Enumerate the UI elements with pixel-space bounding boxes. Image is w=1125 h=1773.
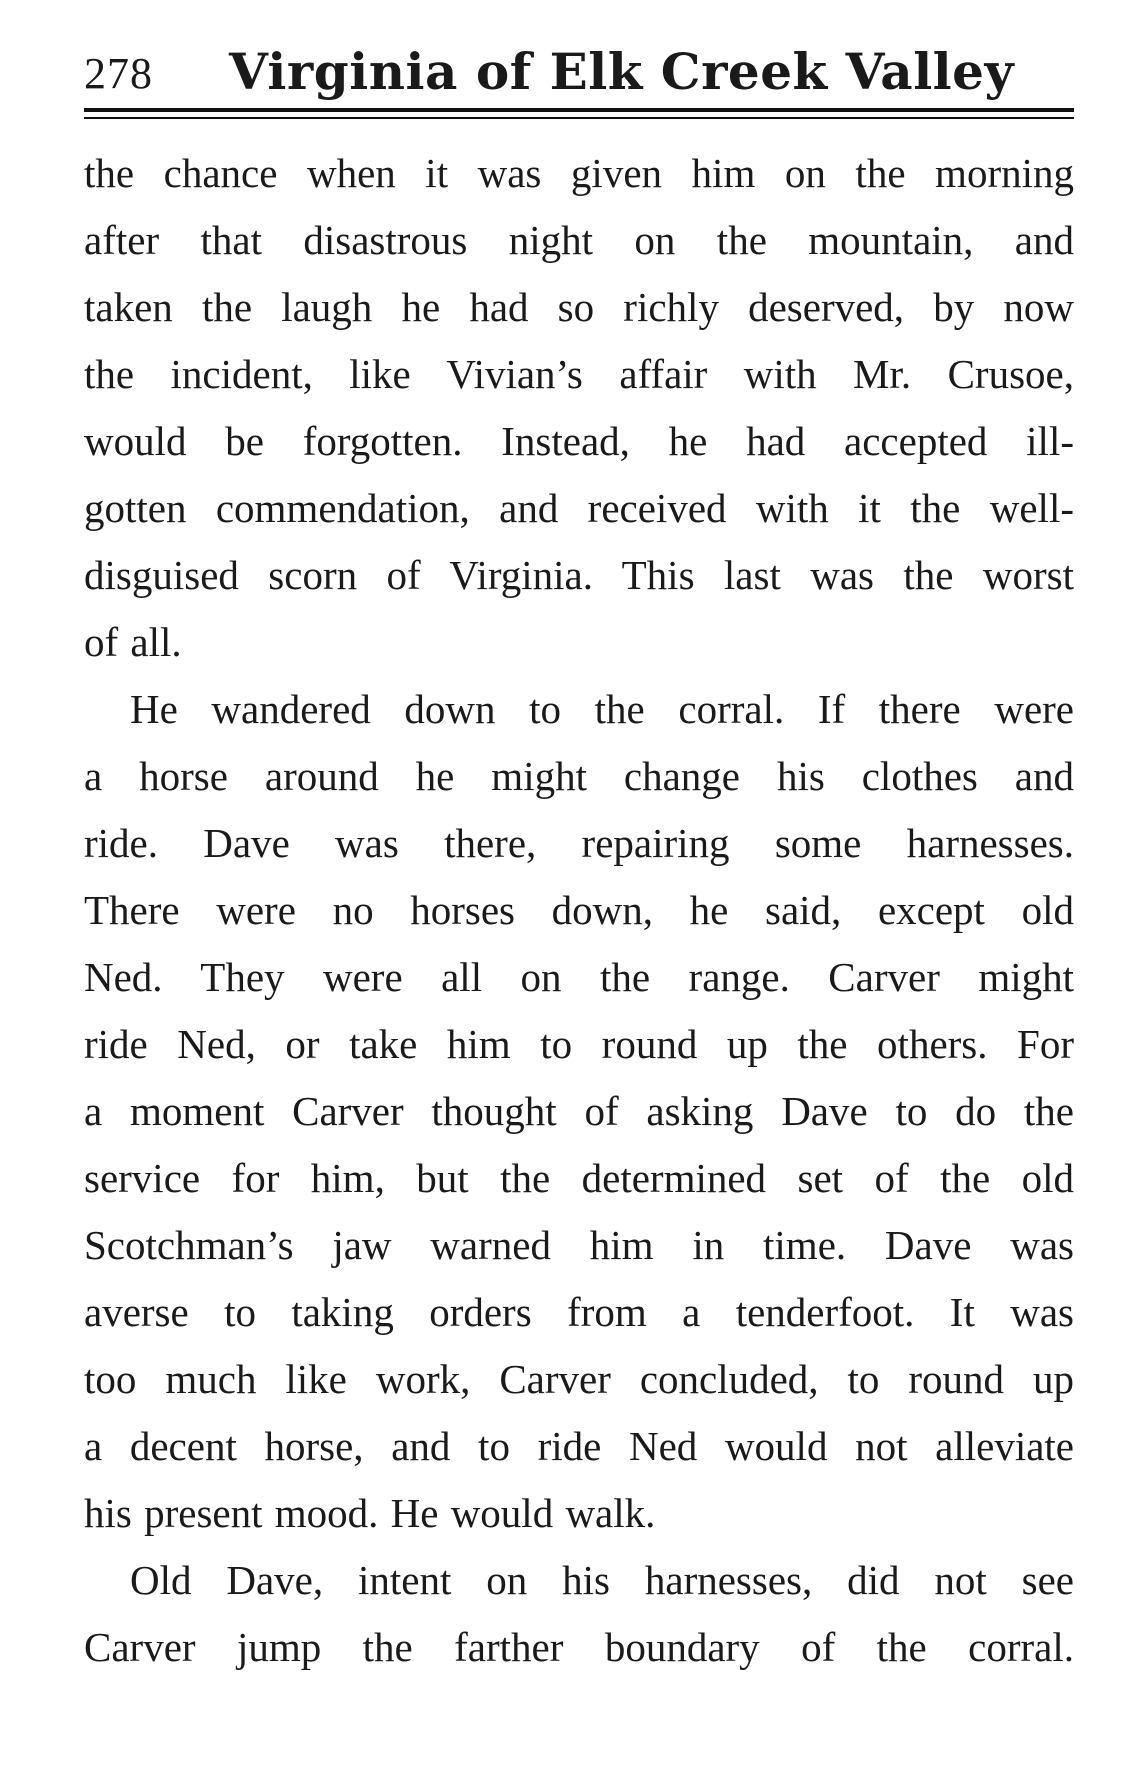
text-line: ride. Dave was there, repairing some harnesses. — [84, 820, 1074, 866]
header-rule-thick — [84, 108, 1074, 112]
body-text — [84, 140, 1074, 1681]
running-title: Virginia of Elk Creek Valley — [229, 42, 1015, 101]
running-head — [84, 42, 1074, 112]
text-line: his present mood. He would walk. — [84, 1490, 656, 1536]
text-line: Scotchman’s jaw warned him in time. Dave was — [84, 1222, 1074, 1268]
text-line: There were no horses down, he said, except old — [84, 887, 1074, 933]
text-line: too much like work, Carver concluded, to round up — [84, 1356, 1074, 1402]
text-line: a decent horse, and to ride Ned would not alleviate — [84, 1423, 1074, 1469]
text-line: Carver jump the farther boundary of the corral. — [84, 1624, 1074, 1670]
text-line: taken the laugh he had so richly deserved, by now — [84, 284, 1074, 330]
text-line: of all. — [84, 619, 182, 665]
text-line: averse to taking orders from a tenderfoot. It was — [84, 1289, 1074, 1335]
text-line: the chance when it was given him on the morning — [84, 150, 1074, 196]
text-line: would be forgotten. Instead, he had accepted ill- — [84, 418, 1074, 464]
text-line: gotten commendation, and received with it the well- — [84, 485, 1074, 531]
text-line: Ned. They were all on the range. Carver might — [84, 954, 1074, 1000]
text-line: a horse around he might change his clothes and — [84, 753, 1074, 799]
text-line: He wandered down to the corral. If there were — [130, 686, 1074, 732]
text-line: the incident, like Vivian’s affair with Mr. Crusoe, — [84, 351, 1074, 397]
text-line: service for him, but the determined set of the old — [84, 1155, 1074, 1201]
text-line: Old Dave, intent on his harnesses, did not see — [130, 1557, 1074, 1603]
text-line: after that disastrous night on the mountain, and — [84, 217, 1074, 263]
text-line: ride Ned, or take him to round up the others. For — [84, 1021, 1074, 1067]
text-line: disguised scorn of Virginia. This last was the worst — [84, 552, 1074, 598]
header-rule-thin — [84, 117, 1074, 119]
text-line: a moment Carver thought of asking Dave to do the — [84, 1088, 1074, 1134]
page-number: 278 — [84, 49, 153, 98]
